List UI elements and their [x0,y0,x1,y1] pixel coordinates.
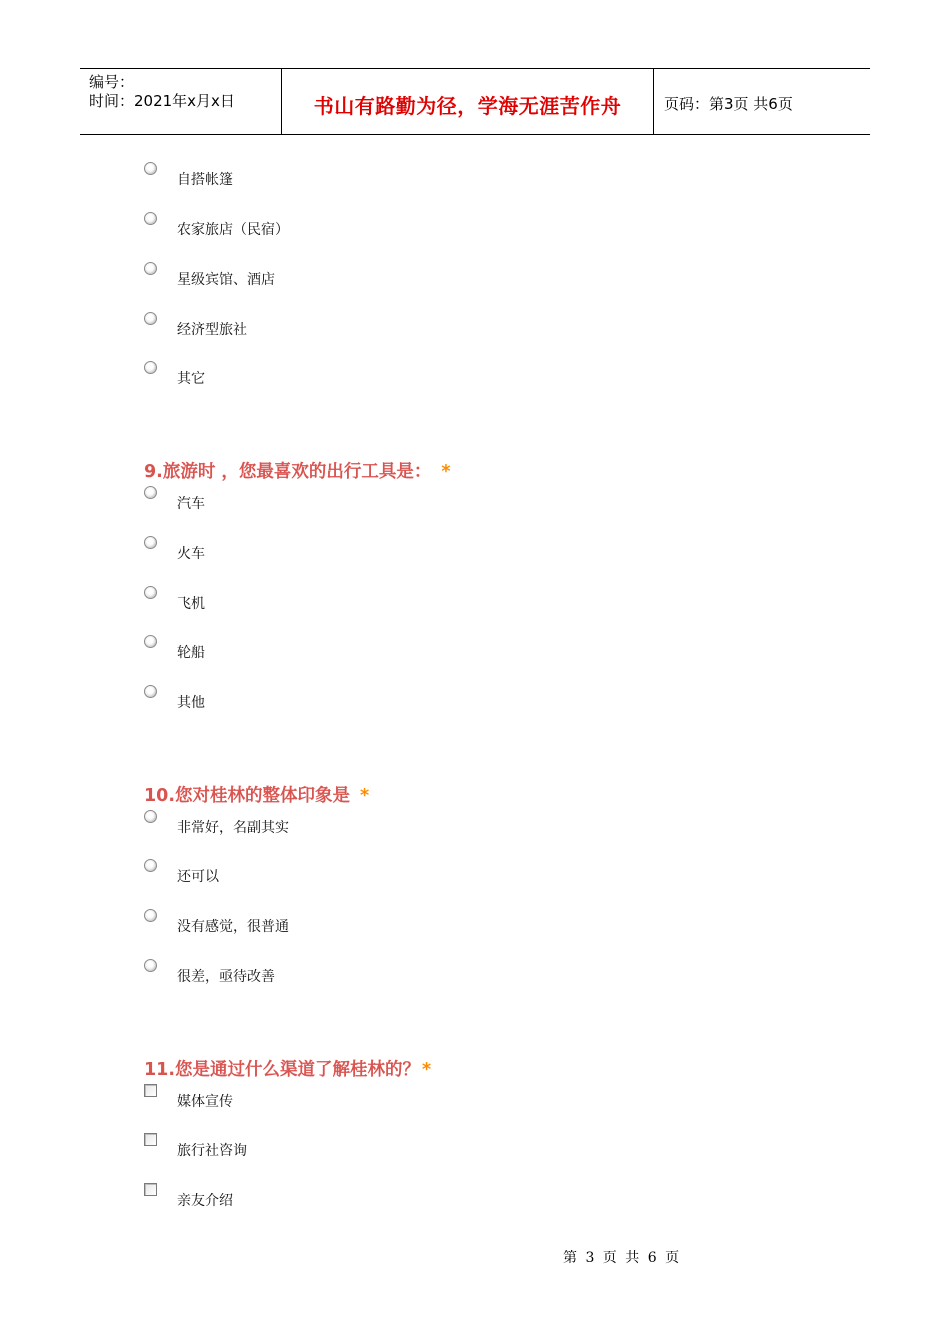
option-label: 农家旅店（民宿） [177,222,289,238]
radio-button[interactable] [144,959,157,972]
radio-button[interactable] [144,859,157,872]
radio-button[interactable] [144,810,157,823]
question-text: 10.您对桂林的整体印象是 [144,786,351,806]
radio-button[interactable] [144,361,157,374]
page-footer: 第 3 页 共 6 页 [563,1250,682,1266]
required-marker: * [422,1060,432,1080]
radio-button[interactable] [144,536,157,549]
option-label: 其他 [177,695,205,711]
option-label: 亲友介绍 [177,1193,233,1209]
document-time-label: 时间：2021年x月x日 [89,92,235,110]
option-label: 飞机 [177,596,205,612]
option-label: 星级宾馆、酒店 [177,272,275,288]
radio-button[interactable] [144,262,157,275]
option-label: 非常好，名副其实 [177,820,289,836]
header-page-number: 页码：第3页 共6页 [664,95,793,113]
option-label: 很差，亟待改善 [177,969,275,985]
option-label: 媒体宣传 [177,1094,233,1110]
option-label: 汽车 [177,496,205,512]
required-marker: * [441,462,451,482]
option-label: 经济型旅社 [177,322,247,338]
header-page-cell [654,69,870,134]
header-motto-cell [281,69,654,134]
q11-title [144,1056,431,1081]
page-header [80,68,870,135]
checkbox[interactable] [144,1084,157,1097]
option-label: 轮船 [177,645,205,661]
option-label: 还可以 [177,869,219,885]
checkbox[interactable] [144,1183,157,1196]
radio-button[interactable] [144,685,157,698]
radio-button[interactable] [144,486,157,499]
radio-button[interactable] [144,312,157,325]
radio-button[interactable] [144,212,157,225]
option-label: 没有感觉，很普通 [177,919,289,935]
question-text: 11.您是通过什么渠道了解桂林的？ [144,1060,420,1080]
q10-title [144,782,369,807]
q9-title [144,458,451,483]
required-marker: * [360,786,370,806]
radio-button[interactable] [144,586,157,599]
option-label: 其它 [177,371,205,387]
option-label: 旅行社咨询 [177,1143,247,1159]
question-text: 9.旅游时 ，您最喜欢的出行工具是： [144,462,432,482]
header-motto: 书山有路勤为径，学海无涯苦作舟 [313,94,622,118]
option-label: 自搭帐篷 [177,172,233,188]
header-info-cell [80,69,281,134]
radio-button[interactable] [144,162,157,175]
document-number-label: 编号： [89,73,135,91]
checkbox[interactable] [144,1133,157,1146]
option-label: 火车 [177,546,205,562]
radio-button[interactable] [144,909,157,922]
radio-button[interactable] [144,635,157,648]
